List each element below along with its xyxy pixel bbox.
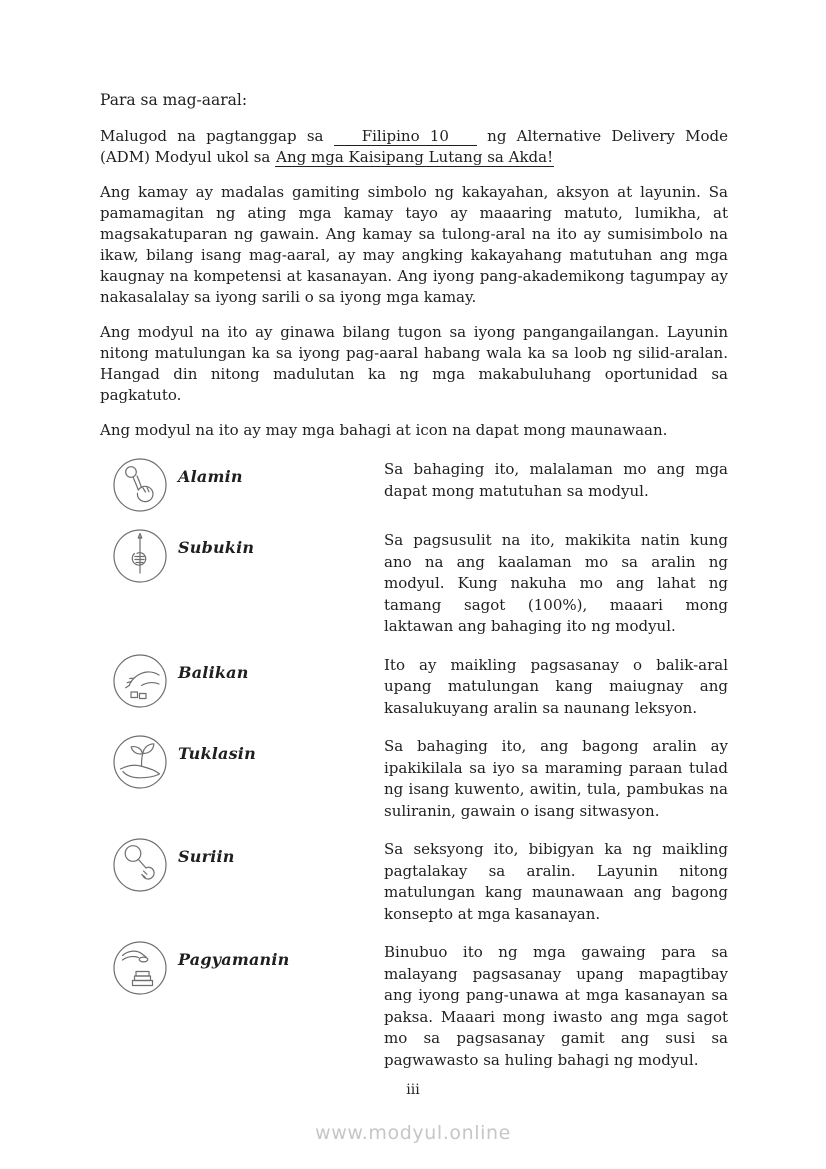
guide-label: Balikan <box>178 662 249 682</box>
guide-description: Ito ay maikling pagsasanay o balik-aral upang matulungan kang maiugnay ang kasalukuyang aralin sa naunang leksyon. <box>384 655 728 717</box>
subject-blank: Filipino 10 <box>334 127 477 146</box>
guide-row-alamin <box>100 457 728 513</box>
module-title: Ang mga Kaisipang Lutang sa Akda! <box>276 148 554 166</box>
hand-symbol-paragraph: Ang kamay ay madalas gamiting simbolo ng kakayahan, aksyon at layunin. Sa pamamagitan ng ating mga kamay tayo ay maaaring matuto, lumikha, at magsakatuparan ng gawain. Ang kamay sa tulong-aral na ito ay sumisimbolo na ikaw, bilang isang mag-aaral, ay may angking kakayahang matutuhan ang mga kaugnay na kompetensi at kasanayan. Ang iyong pang-akademikong tagumpay ay nakasalalay sa iyong sarili o sa iyong mga kamay. <box>100 183 728 306</box>
icons-intro-paragraph: Ang modyul na ito ay may mga bahagi at icon na dapat mong maunawaan. <box>100 421 668 439</box>
guide-row-tuklasin <box>100 734 728 822</box>
guide-label: Subukin <box>178 538 255 557</box>
welcome-prefix: Malugod na pagtanggap sa <box>100 127 324 145</box>
hand-holding-sprout-icon <box>112 734 168 790</box>
guide-label: Pagyamanin <box>178 950 290 969</box>
guide-description: Binubuo ito ng mga gawaing para sa malayang pagsasanay upang mapagtibay ang iyong pang-unawa at mga kasanayan sa paksa. Maaari mong iwasto ang mga sagot mo sa pagsasanay gamit ang susi sa pagwawasto sa huling bahagi ng modyul. <box>384 943 728 1069</box>
welcome-paragraph <box>100 126 728 168</box>
guide-row-pagyamanin <box>100 940 728 1071</box>
hand-stacking-coins-icon <box>112 940 168 996</box>
guide-description: Sa bahaging ito, ang bagong aralin ay ipakikilala sa iyo sa maraming paraan tulad ng isang kuwento, awitin, tula, pambukas na suliranin, gawain o isang sitwasyon. <box>384 737 728 820</box>
welcome-middle: ng Alternative Delivery Mode (ADM) Modyul ukol sa <box>100 127 728 166</box>
guide-row-subukin <box>100 528 728 638</box>
hand-holding-magnifier-icon <box>112 837 168 893</box>
hand-pressing-button-icon <box>112 457 168 513</box>
page-title: Para sa mag-aaral: <box>100 91 248 109</box>
guide-row-suriin <box>100 837 728 925</box>
guide-description: Sa pagsusulit na ito, makikita natin kung ano na ang kaalaman mo sa aralin ng modyul. Kung nakuha mo ang lahat ng tamang sagot (100%), maaari mong laktawan ang bahaging ito ng modyul. <box>384 531 728 635</box>
page-content <box>100 90 728 1086</box>
module-purpose-paragraph: Ang modyul na ito ay ginawa bilang tugon sa iyong pangangailangan. Layunin nitong matulungan ka sa iyong pag-aaral habang wala ka sa loob ng silid-aralan. Hangad din nitong madulutan ka ng mga makabuluhang oportunidad sa pagkatuto. <box>100 323 728 404</box>
icon-guide-table <box>100 457 728 1071</box>
hand-pointing-back-icon <box>112 653 168 709</box>
guide-label: Alamin <box>178 467 243 486</box>
guide-label: Suriin <box>178 847 235 866</box>
watermark-url: www.modyul.online <box>315 1122 511 1144</box>
guide-label: Tuklasin <box>178 744 256 763</box>
guide-description: Sa bahaging ito, malalaman mo ang mga dapat mong matutuhan sa modyul. <box>384 460 728 500</box>
guide-row-balikan <box>100 653 728 720</box>
guide-description: Sa seksyong ito, bibigyan ka ng maikling pagtalakay sa aralin. Layunin nitong matulungan kang maunawaan ang bagong konsepto at mga kasanayan. <box>384 840 728 923</box>
page-number: iii <box>406 1082 420 1098</box>
hand-holding-pencil-icon <box>112 528 168 584</box>
